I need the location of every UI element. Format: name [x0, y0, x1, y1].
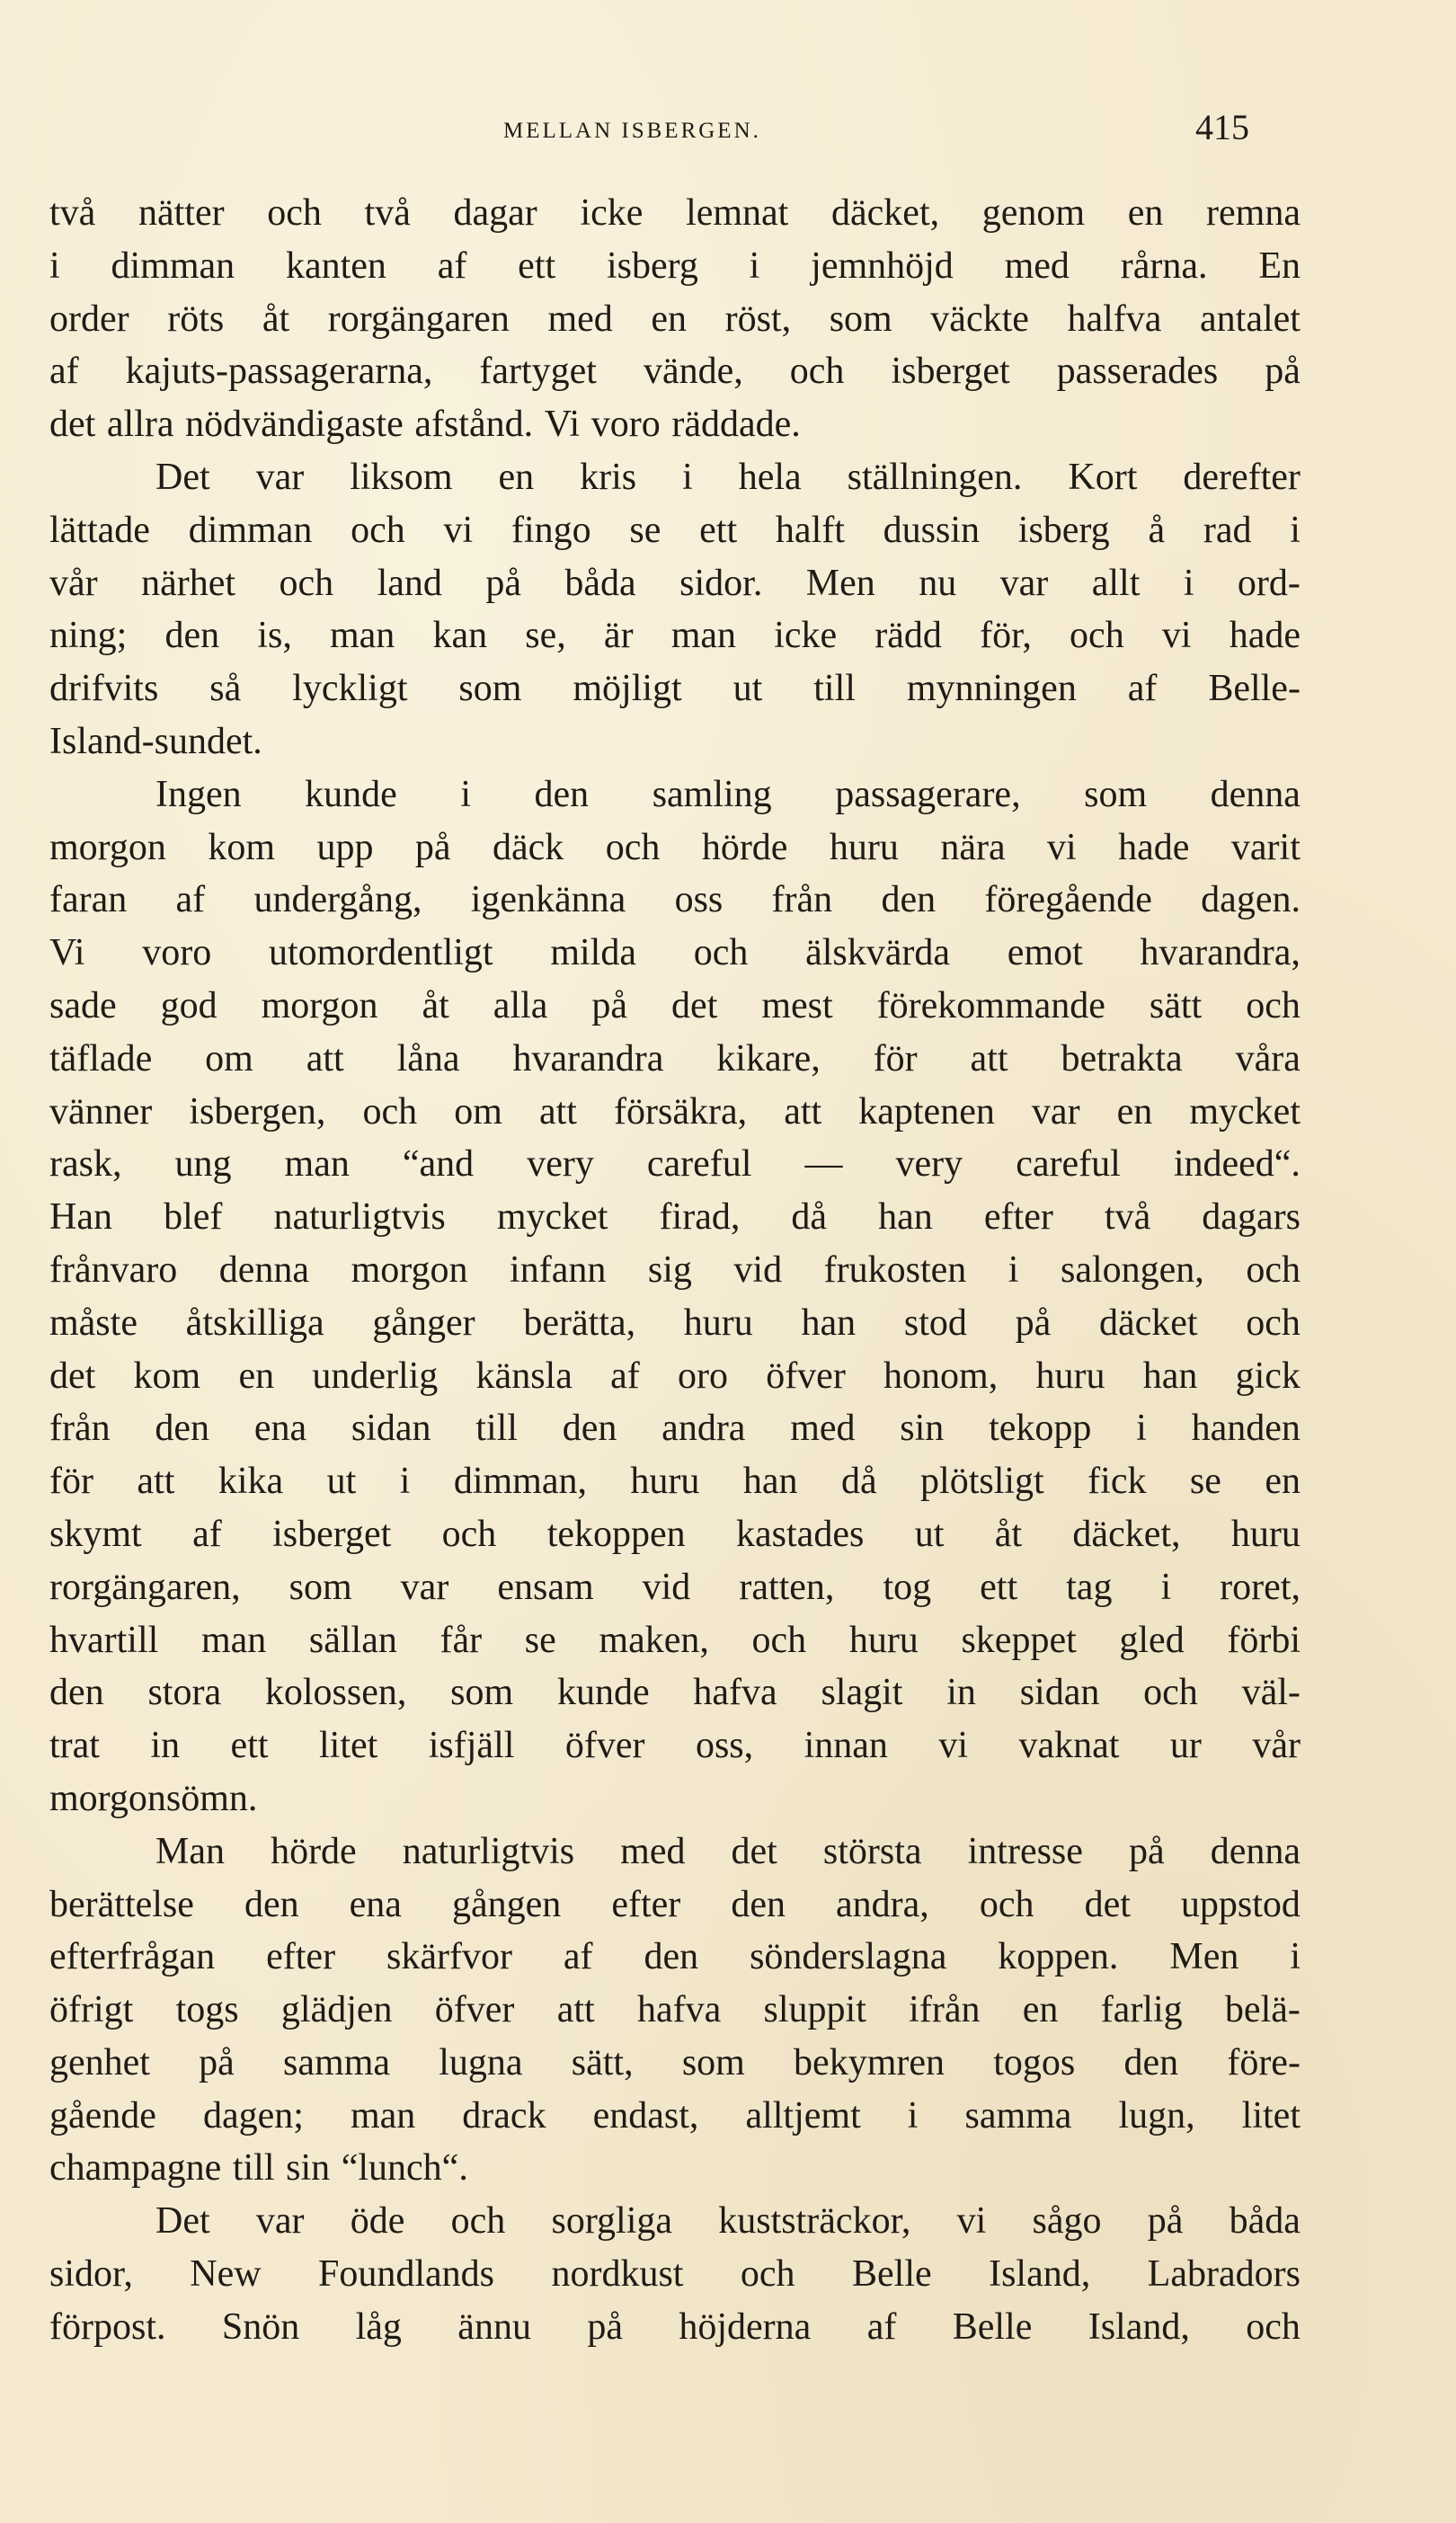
text-line: rask, ung man “and very careful — very careful indeed“. [49, 1143, 1301, 1186]
text-line: efterfrågan efter skärfvor af den sönderslagna koppen. Men i [49, 1936, 1301, 1978]
text-line: drifvits så lyckligt som möjligt ut till mynningen af Belle- [49, 668, 1301, 710]
text-line: Vi voro utomordentligt milda och älskvärda emot hvarandra, [49, 932, 1301, 974]
text-line: Det var öde och sorgliga kuststräckor, vi sågo på båda [155, 2200, 1301, 2243]
text-line: frånvaro denna morgon infann sig vid frukosten i salongen, och [49, 1248, 1301, 1291]
text-line: skymt af isberget och tekoppen kastades ut åt däcket, huru [49, 1513, 1301, 1555]
text-line: Han blef naturligtvis mycket firad, då han efter två dagars [49, 1196, 1301, 1239]
text-line: det allra nödvändigaste afstånd. Vi voro räddade. [49, 404, 801, 446]
body-text [49, 187, 1301, 2354]
text-line: öfrigt togs glädjen öfver att hafva sluppit ifrån en farlig belä- [49, 1989, 1301, 2031]
text-line: den stora kolossen, som kunde hafva slagit in sidan och väl- [49, 1672, 1301, 1714]
text-line: Man hörde naturligtvis med det största intresse på denna [155, 1830, 1301, 1872]
text-line: ning; den is, man kan se, är man icke rädd för, och vi hade [49, 615, 1301, 657]
text-line: från den ena sidan till den andra med sin tekopp i handen [49, 1408, 1301, 1450]
text-line: två nätter och två dagar icke lemnat däcket, genom en remna [49, 192, 1301, 234]
text-line: sidor, New Foundlands nordkust och Belle Island, Labradors [49, 2253, 1301, 2296]
text-line: gående dagen; man drack endast, alltjemt i samma lugn, litet [49, 2094, 1301, 2137]
text-line: genhet på samma lugna sätt, som bekymren togos den före- [49, 2041, 1301, 2083]
text-line: Ingen kunde i den samling passagerare, som denna [155, 773, 1301, 815]
text-line: Island-sundet. [49, 720, 262, 762]
text-line: order röts åt rorgängaren med en röst, som väckte halfva antalet [49, 298, 1301, 340]
page-header [503, 106, 1249, 160]
text-line: trat in ett litet isfjäll öfver oss, innan vi vaknat ur vår [49, 1725, 1301, 1767]
text-line: Det var liksom en kris i hela ställningen. Kort derefter [155, 456, 1301, 498]
text-line: hvartill man sällan får se maken, och huru skeppet gled förbi [49, 1619, 1301, 1661]
text-line: i dimman kanten af ett isberg i jemnhöjd med rårna. En [49, 244, 1301, 287]
text-line: af kajuts-passagerarna, fartyget vände, och isberget passerades på [49, 351, 1301, 393]
text-line: morgonsömn. [49, 1777, 258, 1819]
text-line: det kom en underlig känsla af oro öfver honom, huru han gick [49, 1355, 1301, 1397]
text-line: lättade dimman och vi fingo se ett halft dussin isberg å rad i [49, 509, 1301, 551]
text-line: champagne till sin “lunch“. [49, 2147, 468, 2190]
text-line: vår närhet och land på båda sidor. Men nu var allt i ord- [49, 562, 1301, 604]
running-head: MELLAN ISBERGEN. [503, 119, 761, 143]
text-line: faran af undergång, igenkänna oss från den föregående dagen. [49, 879, 1301, 921]
text-line: vänner isbergen, och om att försäkra, att kaptenen var en mycket [49, 1090, 1301, 1133]
page-number: 415 [1195, 107, 1249, 147]
text-line: morgon kom upp på däck och hörde huru nära vi hade varit [49, 826, 1301, 868]
text-line: för att kika ut i dimman, huru han då plötsligt fick se en [49, 1461, 1301, 1503]
text-line: sade god morgon åt alla på det mest förekommande sätt och [49, 984, 1301, 1026]
text-line: måste åtskilliga gånger berätta, huru han stod på däcket och [49, 1301, 1301, 1344]
text-line: täflade om att låna hvarandra kikare, för att betrakta våra [49, 1037, 1301, 1079]
text-line: förpost. Snön låg ännu på höjderna af Belle Island, och [49, 2305, 1301, 2348]
text-line: berättelse den ena gången efter den andra, och det uppstod [49, 1883, 1301, 1925]
text-line: rorgängaren, som var ensam vid ratten, tog ett tag i roret, [49, 1566, 1301, 1608]
